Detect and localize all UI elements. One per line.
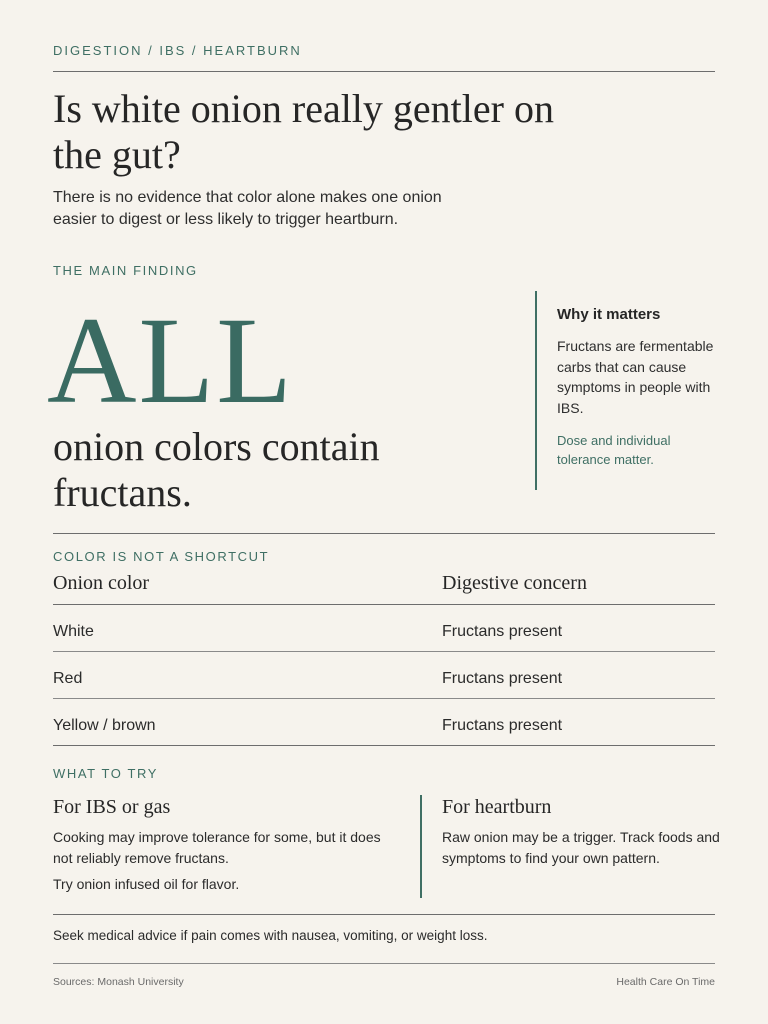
onion-color-table (53, 568, 715, 746)
aside-note: Dose and individual tolerance matter. (557, 433, 671, 467)
sources-text: Sources: Monash University (53, 976, 184, 988)
table-row (53, 699, 715, 746)
table-header-row (53, 568, 715, 605)
cell-color: Yellow / brown (53, 717, 156, 734)
why-it-matters-aside (535, 291, 727, 490)
table-row (53, 652, 715, 699)
table-label: COLOR IS NOT A SHORTCUT (53, 549, 270, 564)
finding-divider (53, 533, 715, 534)
cell-color: White (53, 623, 94, 640)
table-row (53, 605, 715, 652)
header-digestive-concern: Digestive concern (442, 572, 587, 594)
heartburn-tip-text: Raw onion may be a trigger. Track foods and symptoms to find your own pattern. (442, 829, 720, 866)
ibs-tip-oil: Try onion infused oil for flavor. (53, 876, 240, 892)
main-finding-label: THE MAIN FINDING (53, 263, 198, 278)
header-divider (53, 71, 715, 72)
breadcrumb: DIGESTION / IBS / HEARTBURN (53, 43, 302, 58)
tips-section (53, 795, 720, 898)
advice-divider (53, 914, 715, 915)
finding-statement: onion colors contain fructans. (53, 424, 380, 515)
ibs-tip-text: Cooking may improve tolerance for some, but it does not reliably remove fructans. (53, 829, 381, 866)
subtitle: There is no evidence that color alone makes one onion easier to digest or less likely to trigger heartburn. (53, 189, 442, 228)
cell-concern: Fructans present (442, 623, 563, 640)
aside-title: Why it matters (557, 306, 661, 323)
heartburn-tip-title: For heartburn (442, 796, 552, 818)
page-title: Is white onion really gentler on the gut? (53, 86, 554, 177)
footer-divider (53, 963, 715, 964)
cell-concern: Fructans present (442, 717, 563, 734)
aside-body: Fructans are fermentable carbs that can cause symptoms in people with IBS. (557, 338, 714, 416)
cell-color: Red (53, 670, 83, 687)
ibs-tip (53, 795, 393, 895)
header-onion-color: Onion color (53, 572, 150, 594)
medical-advice: Seek medical advice if pain comes with nausea, vomiting, or weight loss. (53, 928, 488, 943)
finding-big-word: ALL (47, 292, 295, 429)
heartburn-tip (420, 795, 722, 898)
brand-text: Health Care On Time (616, 976, 715, 988)
cell-concern: Fructans present (442, 670, 563, 687)
what-to-try-label: WHAT TO TRY (53, 766, 159, 781)
ibs-tip-title: For IBS or gas (53, 796, 171, 818)
